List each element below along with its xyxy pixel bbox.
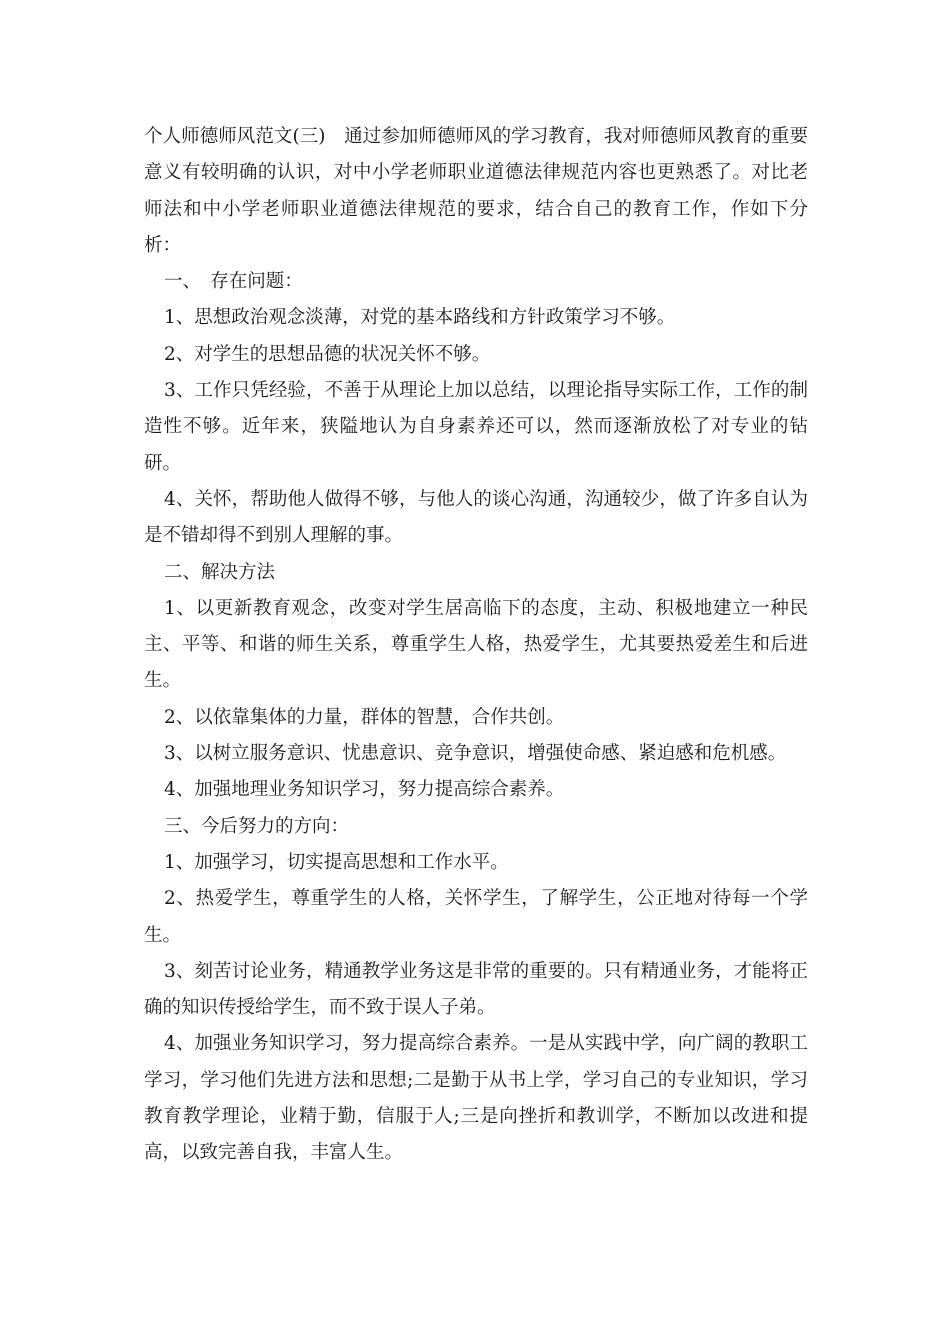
problem-item-1: 1、思想政治观念淡薄，对党的基本路线和方针政策学习不够。 — [164, 307, 676, 329]
direction-item-3: 3、刻苦讨论业务，精通教学业务这是非常的重要的。只有精通业务，才能将正确的知识传授给学生，而不致于误人子弟。 — [144, 960, 808, 1019]
problem-item-4: 4、关怀，帮助他人做得不够，与他人的谈心沟通，沟通较少，做了许多自认为是不错却得不到别人理解的事。 — [144, 488, 808, 547]
problem-item-3: 3、工作只凭经验，不善于从理论上加以总结，以理论指导实际工作，工作的制造性不够。近年来，狭隘地认为自身素养还可以，然而逐渐放松了对专业的钻研。 — [144, 380, 808, 474]
direction-item-2: 2、热爱学生，尊重学生的人格，关怀学生，了解学生，公正地对待每一个学生。 — [144, 888, 808, 946]
solution-item-2: 2、以依靠集体的力量，群体的智慧，合作共创。 — [164, 706, 565, 728]
intro-paragraph: 个人师德师风范文(三) 通过参加师德师风的学习教育，我对师德师风教育的重要意义有较明确的认识，对中小学老师职业道德法律规范内容也更熟悉了。对比老师法和中小学老师职业道德法律规范的要求，结合自己的教育工作，作如下分析： — [144, 126, 808, 256]
solution-item-4: 4、加强地理业务知识学习，努力提高综合素养。 — [164, 779, 565, 801]
solution-item-3: 3、以树立服务意识、忧患意识、竞争意识，增强使命感、紧迫感和危机感。 — [164, 743, 787, 765]
direction-item-1: 1、加强学习，切实提高思想和工作水平。 — [164, 851, 509, 873]
section-heading-solutions: 二、解决方法 — [164, 561, 276, 583]
solution-item-1: 1、以更新教育观念，改变对学生居高临下的态度，主动、积极地建立一种民主、平等、和谐的师生关系，尊重学生人格，热爱学生，尤其要热爱差生和后进生。 — [144, 597, 808, 692]
problem-item-2: 2、对学生的思想品德的状况关怀不够。 — [164, 343, 491, 365]
section-heading-problems: 一、 存在问题： — [164, 271, 303, 293]
section-heading-direction: 三、今后努力的方向： — [164, 815, 350, 837]
direction-item-4: 4、加强业务知识学习，努力提高综合素养。一是从实践中学，向广阔的教职工学习，学习他们先进方法和思想;二是勤于从书上学，学习自己的专业知识，学习教育教学理论，业精于勤，信服于人;三是向挫折和教训学，不断加以改进和提高，以致完善自我，丰富人生。 — [144, 1033, 808, 1164]
document-body — [144, 119, 808, 1172]
